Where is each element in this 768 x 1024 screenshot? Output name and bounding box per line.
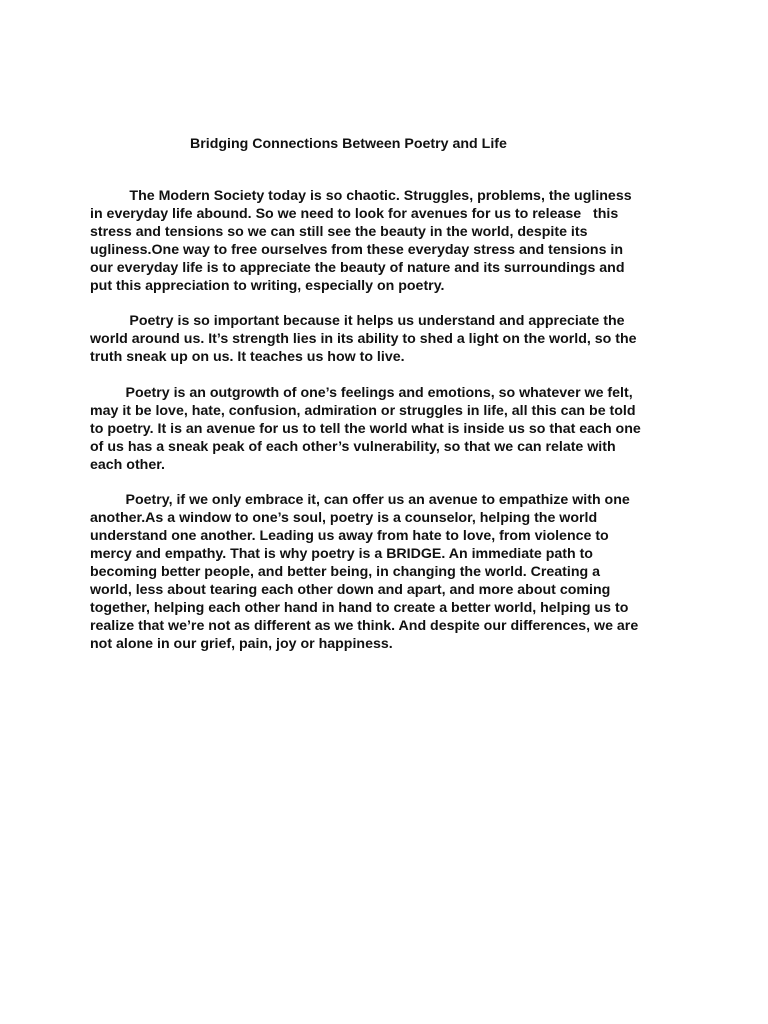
text-line: world, less about tearing each other down and apart, and more about coming [90,582,611,598]
text-line: world around us. It’s strength lies in its ability to shed a light on the world, so the [90,331,637,347]
text-line: realize that we’re not as different as we think. And despite our differences, we are [90,618,639,634]
text-line: Poetry is an outgrowth of one’s feelings and emotions, so whatever we felt, [90,385,633,401]
text-line: our everyday life is to appreciate the beauty of nature and its surroundings and [90,260,625,276]
text-line: of us has a sneak peak of each other’s vulnerability, so that we can relate with [90,439,616,455]
text-line: Poetry, if we only embrace it, can offer us an avenue to empathize with one [90,492,630,508]
text-line: not alone in our grief, pain, joy or happiness. [90,636,393,652]
text-line: mercy and empathy. That is why poetry is a BRIDGE. An immediate path to [90,546,593,562]
text-line: in everyday life abound. So we need to look for avenues for us to release this [90,206,619,222]
text-line: becoming better people, and better being, in changing the world. Creating a [90,564,601,580]
text-line: Poetry is so important because it helps us understand and appreciate the [90,313,625,329]
text-line: may it be love, hate, confusion, admiration or struggles in life, all this can be told [90,403,636,419]
text-line: ugliness.One way to free ourselves from these everyday stress and tensions in [90,242,624,258]
text-line: put this appreciation to writing, especially on poetry. [90,278,445,294]
text-line: truth sneak up on us. It teaches us how to live. [90,349,405,365]
text-line: each other. [90,457,165,473]
text-line: stress and tensions so we can still see the beauty in the world, despite its [90,224,588,240]
text-line: together, helping each other hand in hand to create a better world, helping us to [90,600,629,616]
text-line: to poetry. It is an avenue for us to tell the world what is inside us so that each one [90,421,641,437]
text-line: another.As a window to one’s soul, poetry is a counselor, helping the world [90,510,598,526]
text-line: understand one another. Leading us away from hate to love, from violence to [90,528,609,544]
document-title: Bridging Connections Between Poetry and Life [190,136,507,152]
text-line: The Modern Society today is so chaotic. Struggles, problems, the ugliness [90,188,632,204]
